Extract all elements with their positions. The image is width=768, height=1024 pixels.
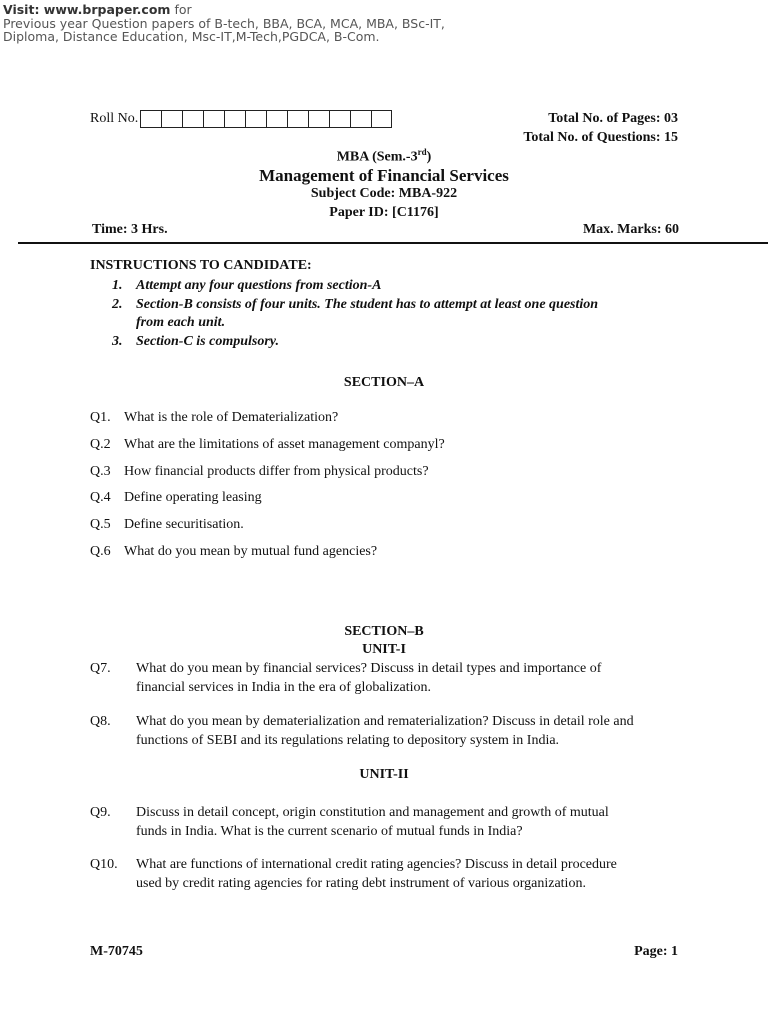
question-number: Q7. [90,661,111,676]
question-number: Q.2 [90,437,111,452]
question-number: Q.3 [90,464,111,479]
instruction-text: Attempt any four questions from section-A [136,278,382,293]
question-text: How financial products differ from physical products? [124,464,429,479]
instructions-heading: INSTRUCTIONS TO CANDIDATE: [90,258,312,273]
question-item [90,464,429,480]
total-questions: Total No. of Questions: 15 [523,130,678,145]
question-text: What do you mean by dematerialization and rematerialization? Discuss in detail role and [136,714,634,729]
roll-number-field [90,110,392,128]
max-marks: Max. Marks: 60 [582,222,679,237]
question-text: financial services in India in the era of globalization. [136,680,432,695]
roll-digit-box[interactable] [308,110,329,128]
question-text: What do you mean by mutual fund agencies? [124,544,378,559]
header-divider [18,242,768,244]
time-allowed: Time: 3 Hrs. [92,222,168,237]
instruction-item [112,333,598,352]
banner-line-2: Previous year Question papers of B-tech, BBA, BCA, MCA, MBA, BSc-IT, [3,15,445,31]
question-item [90,855,690,893]
roll-digit-box[interactable] [224,110,245,128]
paper-code: M-70745 [90,944,143,959]
program-end: ) [426,149,432,165]
program-sup: rd [417,147,427,157]
roll-digit-box[interactable] [371,110,392,128]
banner-visit-suffix: for [170,2,192,17]
question-item [90,490,262,506]
question-number: Q9. [90,805,111,820]
paper-id: Paper ID: [C1176] [329,205,439,220]
instruction-text: Section-C is compulsory. [136,333,279,349]
instruction-item [112,277,598,296]
instruction-item [112,296,598,315]
banner-visit-link[interactable]: Visit: www.brpaper.com [3,2,171,17]
instructions-list [112,277,598,351]
roll-number-boxes[interactable] [140,110,392,128]
program-line [0,147,768,166]
question-text: What are functions of international credit rating agencies? Discuss in detail procedure [136,857,617,872]
roll-digit-box[interactable] [182,110,203,128]
question-item [90,712,690,750]
instruction-text: from each unit. [136,315,226,330]
instruction-text: Section-B consists of four units. The student has to attempt at least one question [136,296,599,312]
program-text: MBA (Sem.-3 [336,149,418,165]
question-text: Define securitisation. [124,517,244,532]
paper-title: Management of Financial Services [259,166,509,185]
roll-digit-box[interactable] [266,110,287,128]
unit-1-heading: UNIT-I [362,642,406,657]
roll-label: Roll No. [90,111,139,127]
roll-digit-box[interactable] [140,110,161,128]
question-item [90,803,690,841]
banner-line-3: Diploma, Distance Education, Msc-IT,M-Tech,PGDCA, B-Com. [3,29,380,44]
question-number: Q.4 [90,490,111,505]
question-number: Q8. [90,714,111,729]
question-text: Define operating leasing [124,490,262,505]
roll-digit-box[interactable] [287,110,308,128]
subject-code: Subject Code: MBA-922 [310,186,458,201]
question-item [90,544,377,560]
question-number: Q.5 [90,517,111,532]
roll-digit-box[interactable] [245,110,266,128]
page-number: Page: 1 [634,944,678,959]
question-item [90,517,244,533]
total-pages: Total No. of Pages: 03 [548,111,678,126]
question-text: functions of SEBI and its regulations relating to depository system in India. [136,733,560,748]
question-number: Q.6 [90,544,111,559]
instruction-number: 1. [112,278,123,293]
question-text: used by credit rating agencies for rating debt instrument of various organization. [136,876,586,891]
question-number: Q1. [90,410,111,425]
question-text: Discuss in detail concept, origin constitution and management and growth of mutual [136,805,609,820]
roll-digit-box[interactable] [161,110,182,128]
question-item [90,659,690,697]
roll-digit-box[interactable] [203,110,224,128]
question-text: What do you mean by financial services? Discuss in detail types and importance of [136,661,602,676]
instruction-item [112,314,598,333]
instruction-number: 3. [112,333,123,349]
question-text: What are the limitations of asset management companyl? [124,437,445,452]
unit-2-heading: UNIT-II [359,767,409,782]
question-item [90,410,338,426]
section-b-heading: SECTION–B [344,624,424,639]
site-banner [3,3,445,44]
instruction-number: 2. [112,296,123,312]
roll-digit-box[interactable] [329,110,350,128]
question-text: What is the role of Dematerialization? [124,410,339,425]
question-text: funds in India. What is the current scenario of mutual funds in India? [136,824,523,839]
question-item [90,437,445,453]
section-a-heading: SECTION–A [343,375,425,390]
question-number: Q10. [90,857,118,872]
roll-digit-box[interactable] [350,110,371,128]
